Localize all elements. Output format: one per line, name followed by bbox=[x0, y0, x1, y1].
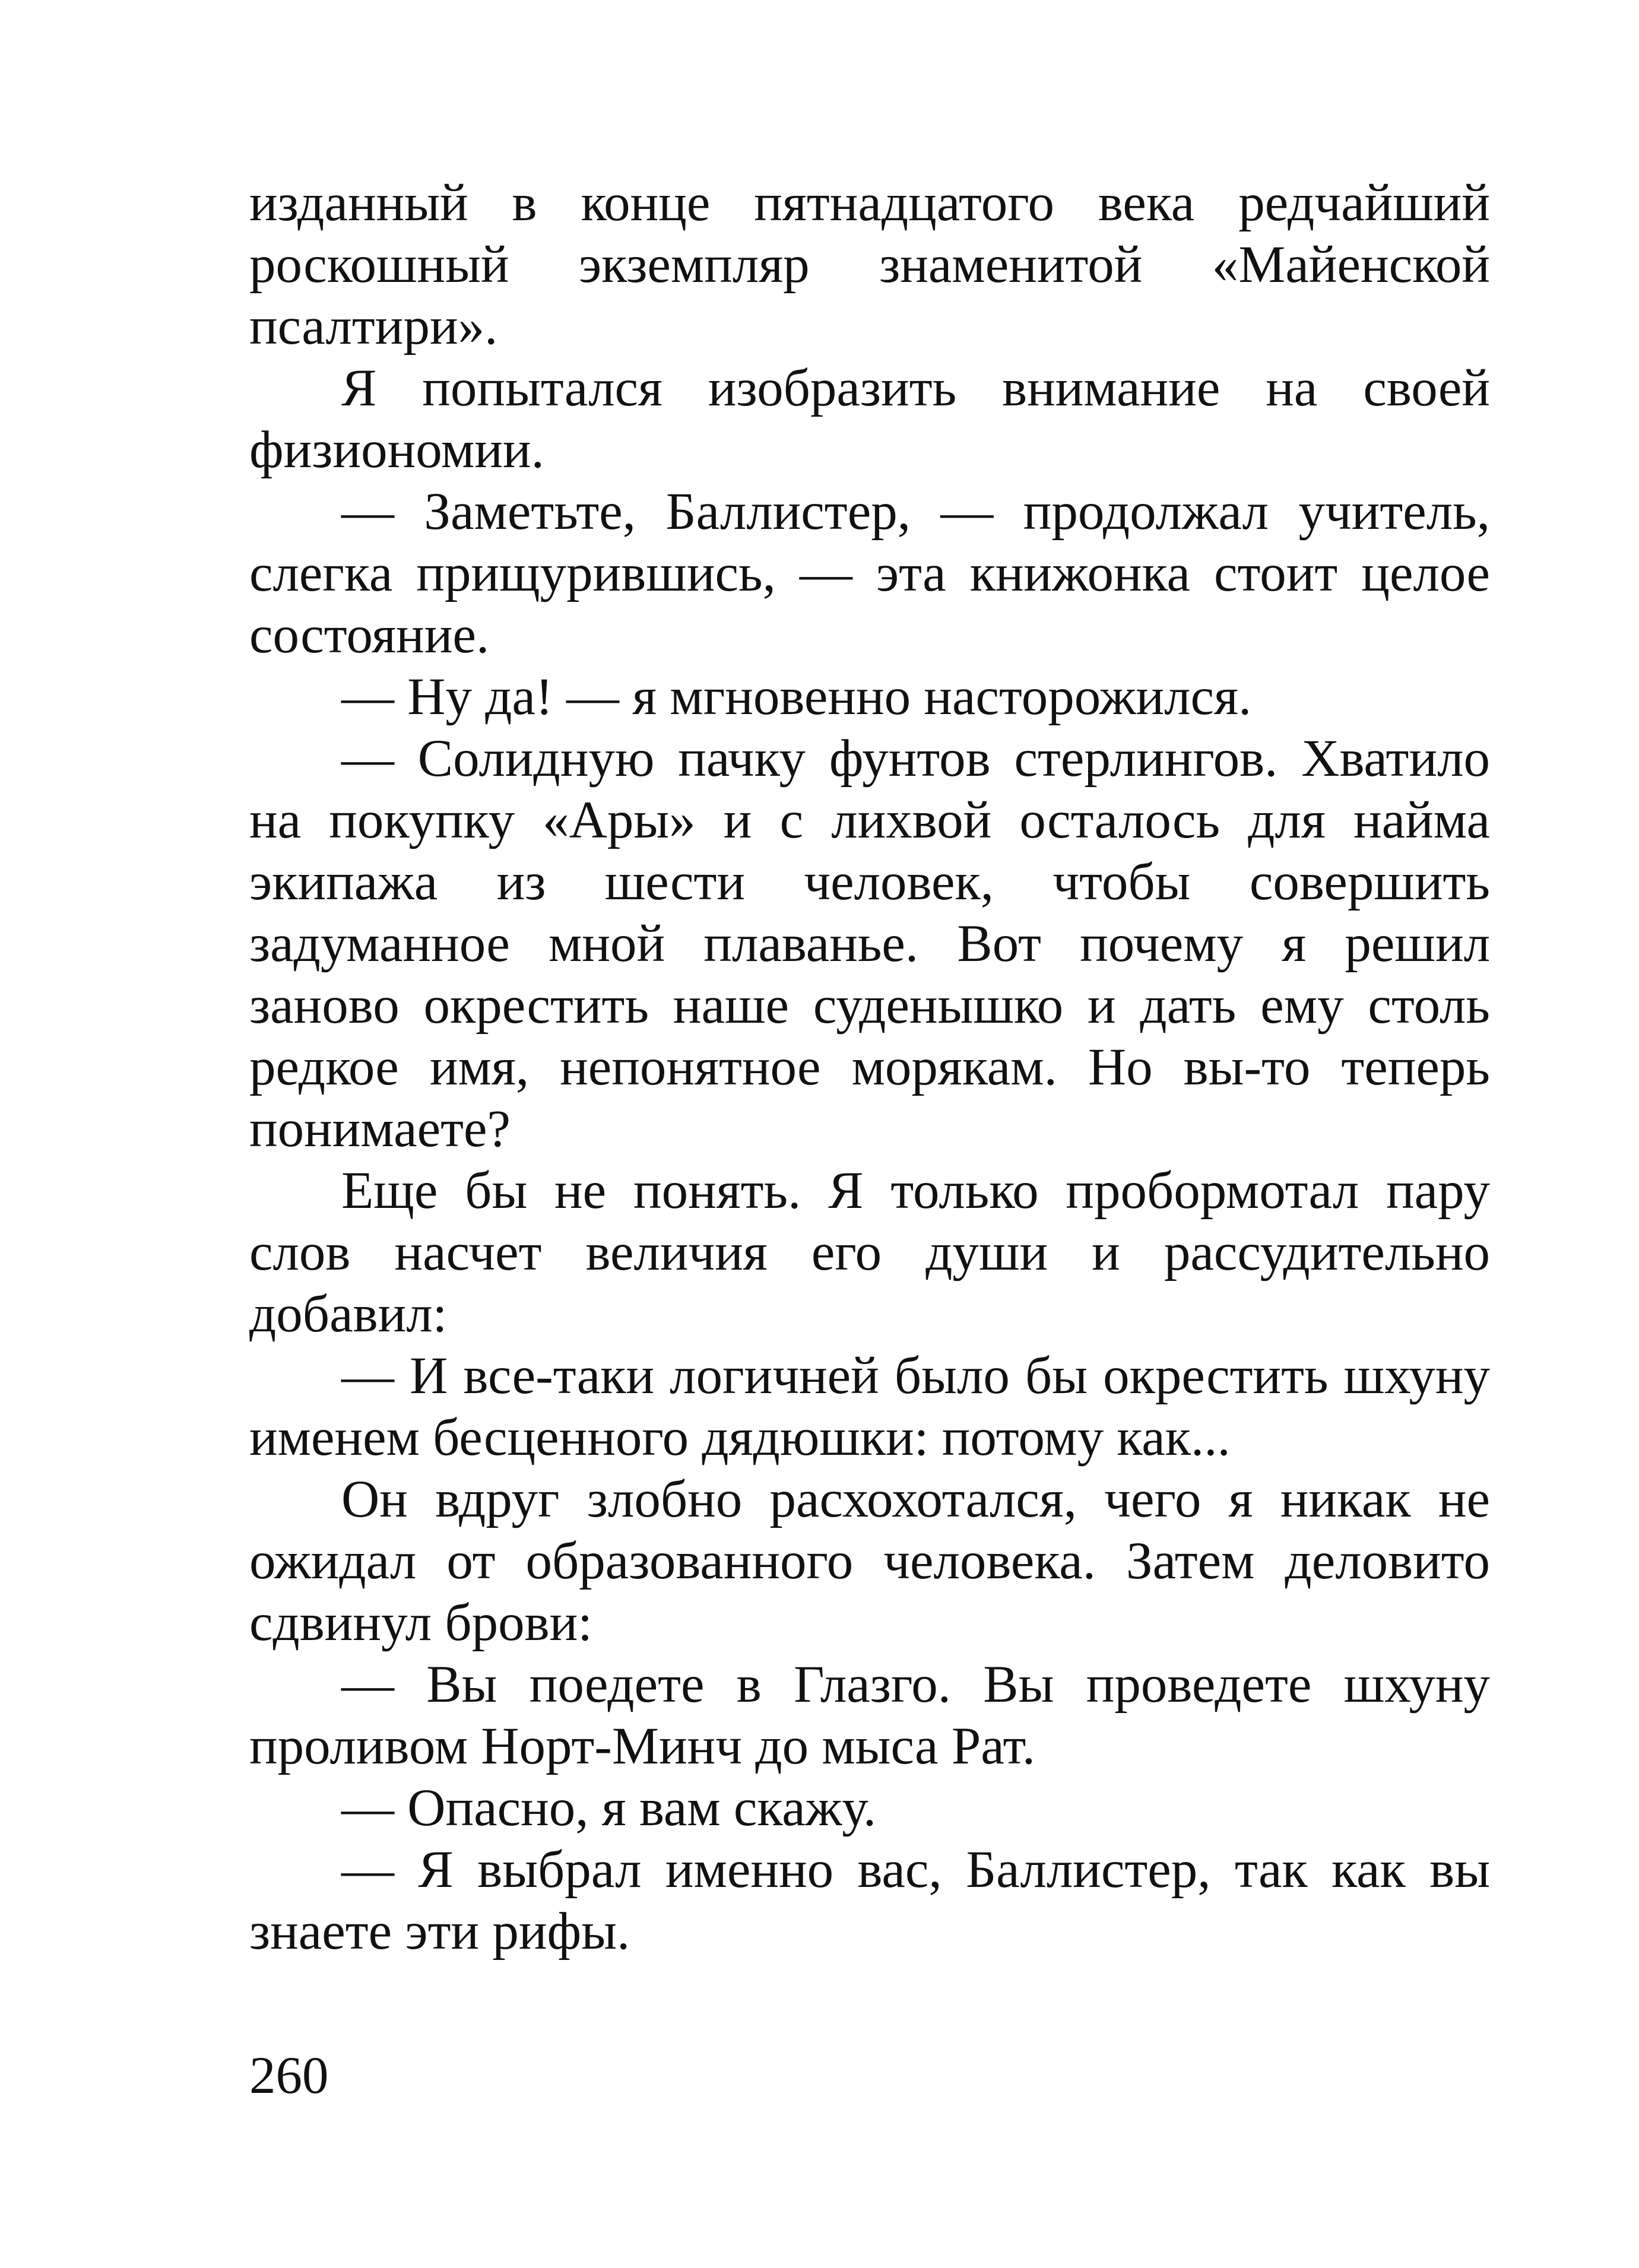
paragraph: Он вдруг злобно расхохотался, чего я никак не ожидал от образованного человека. Затем деловито сдвинул брови: bbox=[249, 1470, 1490, 1652]
paragraph-continuation: изданный в конце пятнадцатого века редчайший роскошный экземпляр знаменитой «Майенской псалтири». bbox=[249, 174, 1490, 356]
paragraph: Я попытался изобразить внимание на своей физиономии. bbox=[249, 359, 1490, 479]
dialogue-paragraph: — Вы поедете в Глазго. Вы проведете шхуну проливом Норт-Минч до мыса Рат. bbox=[249, 1655, 1490, 1775]
dialogue-paragraph: — Заметьте, Баллистер, — продолжал учитель, слегка прищурившись, — эта книжонка стоит целое состояние. bbox=[249, 483, 1490, 664]
dialogue-paragraph: — Солидную пачку фунтов стерлингов. Хватило на покупку «Ары» и с лихвой осталось для найма экипажа из шести человек, чтобы совершить задуманное мной плаванье. Вот почему я решил заново окрестить наше суденышко и дать ему столь редкое имя, непонятное морякам. Но вы-то теперь понимаете? bbox=[249, 729, 1490, 1158]
dialogue-paragraph: — И все-таки логичней было бы окрестить шхуну именем бесценного дядюшки: потому как... bbox=[249, 1347, 1490, 1467]
dialogue-paragraph: — Опасно, я вам скажу. bbox=[341, 1779, 877, 1837]
dialogue-paragraph: — Ну да! — я мгновенно насторожился. bbox=[341, 668, 1252, 726]
body-text bbox=[249, 172, 1490, 1962]
page-number: 260 bbox=[249, 2047, 329, 2105]
paragraph: Еще бы не понять. Я только пробормотал пару слов насчет величия его души и рассудительно добавил: bbox=[249, 1162, 1490, 1343]
dialogue-paragraph: — Я выбрал именно вас, Баллистер, так как вы знаете эти рифы. bbox=[249, 1841, 1490, 1961]
